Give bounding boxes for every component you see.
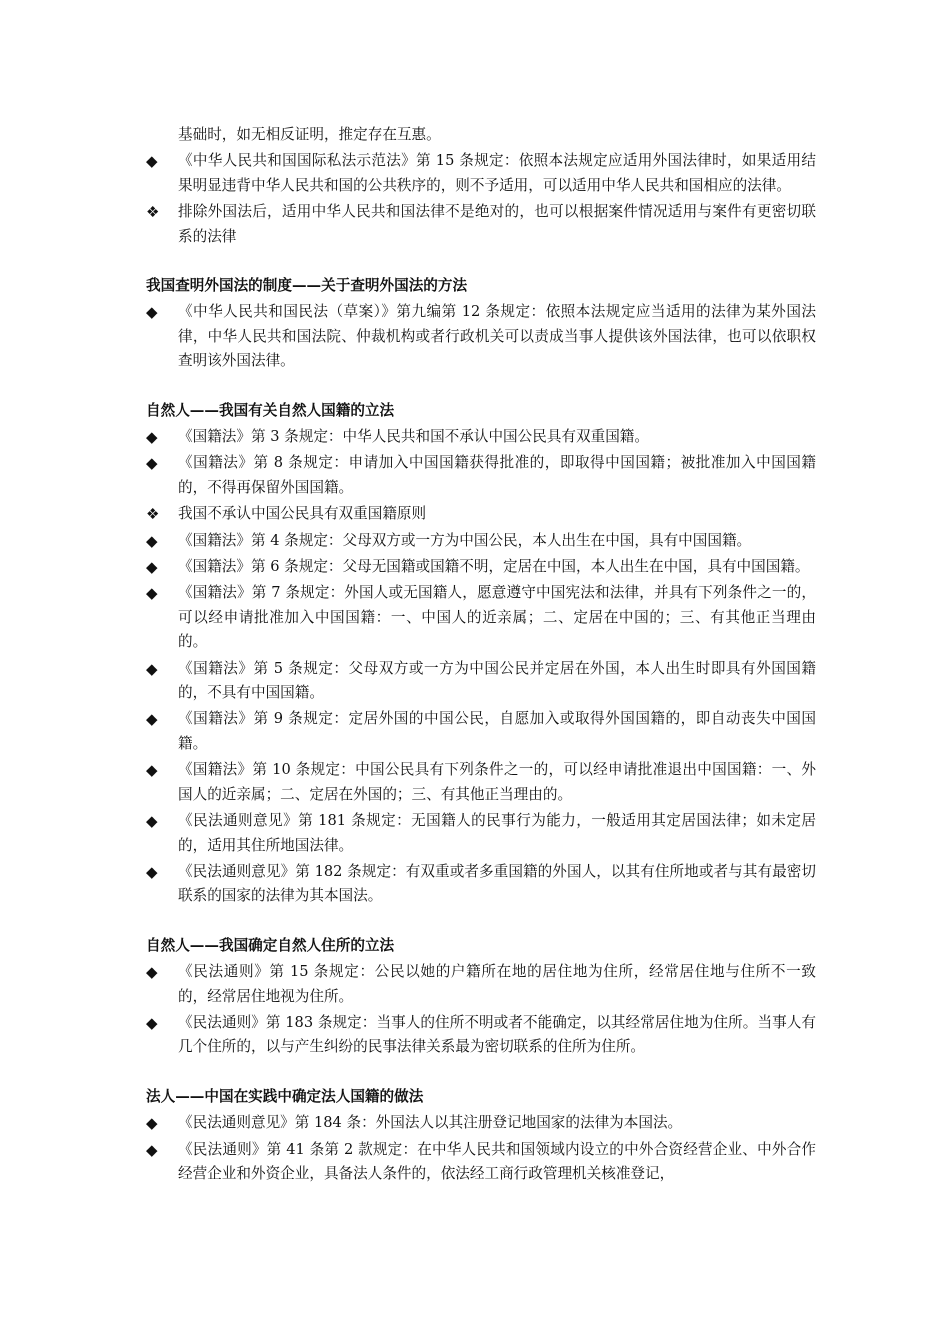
list-item (146, 502, 816, 526)
list-item (146, 758, 816, 807)
section-list (146, 149, 816, 249)
list-item-text: 排除外国法后，适用中华人民共和国法律不是绝对的，也可以根据案件情况适用与案件有更密切联系的法律 (178, 203, 816, 245)
diamond-bullet-icon: ◆ (146, 152, 158, 171)
list-item (146, 425, 816, 449)
list-item-text: 《国籍法》第 5 条规定：父母双方或一方为中国公民并定居在外国，本人出生时即具有外国国籍的，不具有中国国籍。 (178, 659, 816, 702)
list-item-text: 《民法通则意见》第 182 条规定：有双重或者多重国籍的外国人，以其有住所地或者与其有最密切联系的国家的法律为其本国法。 (178, 862, 816, 905)
diamond-bullet-icon: ◆ (146, 454, 158, 473)
list-item (146, 529, 816, 553)
diamond-bullet-icon: ◆ (146, 1140, 158, 1159)
diamond-bullet-icon: ◆ (146, 862, 158, 881)
list-item-text: 《国籍法》第 6 条规定：父母无国籍或国籍不明，定居在中国，本人出生在中国，具有中国国籍。 (178, 558, 810, 576)
list-item (146, 809, 816, 858)
section-heading: 我国查明外国法的制度——关于查明外国法的方法 (146, 277, 468, 295)
diamond-bullet-icon: ◆ (146, 428, 158, 447)
list-item (146, 200, 816, 249)
list-item-text: 《国籍法》第 9 条规定：定居外国的中国公民，自愿加入或取得外国国籍的，即自动丧失中国国籍。 (178, 710, 816, 752)
diamond-bullet-icon: ◆ (146, 558, 158, 577)
diamond-bullet-icon: ◆ (146, 584, 158, 603)
list-item (146, 451, 816, 500)
list-item-text: 《民法通则意见》第 184 条：外国法人以其注册登记地国家的法律为本国法。 (178, 1114, 683, 1132)
list-item (146, 657, 816, 706)
document-body (146, 123, 816, 1186)
section-list (146, 425, 816, 909)
section-heading: 自然人——我国确定自然人住所的立法 (146, 936, 395, 954)
list-item-text: 《民法通则意见》第 181 条规定：无国籍人的民事行为能力，一般适用其定居国法律；如未定居的，适用其住所地国法律。 (178, 812, 816, 854)
diamond-bullet-icon: ◆ (146, 531, 158, 550)
list-item (146, 581, 816, 654)
section-heading: 自然人——我国有关自然人国籍的立法 (146, 401, 395, 419)
fleuron-bullet-icon: ❖ (146, 203, 160, 222)
list-item (146, 149, 816, 198)
list-item (146, 860, 816, 909)
diamond-bullet-icon: ◆ (146, 963, 158, 982)
diamond-bullet-icon: ◆ (146, 1013, 158, 1032)
list-item-text: 《中华人民共和国民法（草案）》第九编第 12 条规定：依照本法规定应当适用的法律为某外国法律，中华人民共和国法院、仲裁机构或者行政机关可以责成当事人提供该外国法律，也可以依职权查明该外国法律。 (178, 303, 816, 370)
list-item-text: 《国籍法》第 10 条规定：中国公民具有下列条件之一的，可以经申请批准退出中国国籍：一、外国人的近亲属；二、定居在外国的；三、有其他正当理由的。 (178, 761, 816, 803)
list-item (146, 1011, 816, 1060)
section-list (146, 1111, 816, 1186)
diamond-bullet-icon: ◆ (146, 659, 158, 678)
list-item-text: 《中华人民共和国国际私法示范法》第 15 条规定：依照本法规定应适用外国法律时，如果适用结果明显违背中华人民共和国的公共秩序的，则不予适用，可以适用中华人民共和国相应的法律。 (178, 152, 816, 194)
diamond-bullet-icon: ◆ (146, 761, 158, 780)
list-item-text: 《民法通则》第 183 条规定：当事人的住所不明或者不能确定，以其经常居住地为住所。当事人有几个住所的，以与产生纠纷的民事法律关系最为密切联系的住所为住所。 (178, 1013, 816, 1056)
list-item (146, 555, 816, 579)
continued-text: 基础时，如无相反证明，推定存在互惠。 (178, 126, 441, 143)
list-item (146, 960, 816, 1009)
list-item-text: 《民法通则》第 41 条第 2 款规定：在中华人民共和国领域内设立的中外合资经营企业、中外合作经营企业和外资企业，具备法人条件的，依法经工商行政管理机关核准登记， (178, 1140, 816, 1182)
diamond-bullet-icon: ◆ (146, 710, 158, 729)
section-heading: 法人——中国在实践中确定法人国籍的做法 (146, 1087, 424, 1105)
list-item (146, 707, 816, 756)
diamond-bullet-icon: ◆ (146, 303, 158, 322)
list-item-text: 《民法通则》第 15 条规定：公民以她的户籍所在地的居住地为住所，经常居住地与住所不一致的，经常居住地视为住所。 (178, 963, 816, 1005)
section-list (146, 960, 816, 1060)
diamond-bullet-icon: ◆ (146, 1114, 158, 1133)
list-item-text: 《国籍法》第 8 条规定：申请加入中国国籍获得批准的，即取得中国国籍；被批准加入中国国籍的，不得再保留外国国籍。 (178, 454, 816, 496)
diamond-bullet-icon: ◆ (146, 812, 158, 831)
list-item-text: 《国籍法》第 3 条规定：中华人民共和国不承认中国公民具有双重国籍。 (178, 428, 649, 446)
list-item (146, 1138, 816, 1187)
list-item-text: 《国籍法》第 4 条规定：父母双方或一方为中国公民，本人出生在中国，具有中国国籍。 (178, 531, 752, 549)
list-item (146, 1111, 816, 1135)
list-item-text: 我国不承认中国公民具有双重国籍原则 (178, 505, 427, 523)
section-list (146, 300, 816, 373)
list-item (146, 300, 816, 373)
fleuron-bullet-icon: ❖ (146, 505, 160, 524)
list-item-text: 《国籍法》第 7 条规定：外国人或无国籍人，愿意遵守中国宪法和法律，并具有下列条件之一的，可以经申请批准加入中国国籍：一、中国人的近亲属；二、定居在中国的；三、有其他正当理由的。 (178, 584, 816, 651)
